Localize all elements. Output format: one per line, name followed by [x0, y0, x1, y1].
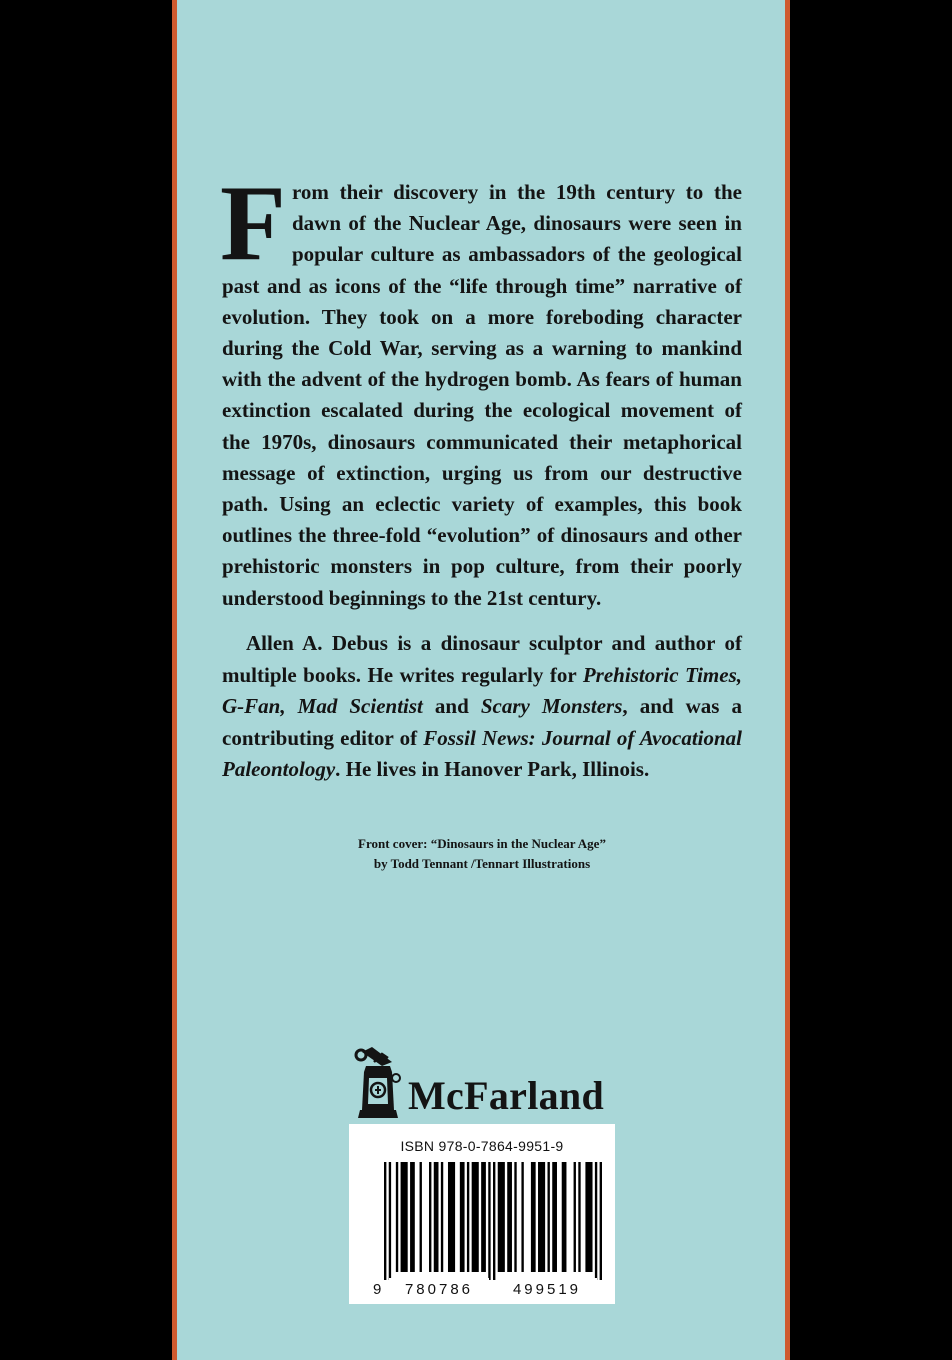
credit-line-2: by Todd Tennant /Tennart Illustrations [373, 856, 591, 871]
barcode-digits-left: 780786 [404, 1281, 474, 1298]
isbn-label: ISBN 978-0-7864-9951-9 [400, 1138, 564, 1154]
bio-italic-3: Fossil News: Journal of Avocational Paleontology [222, 725, 743, 782]
credit-line-1: Front cover: “Dinosaurs in the Nuclear Age” [358, 836, 606, 851]
spine-stripe-right [785, 0, 790, 1360]
publisher-name: McFarland [408, 1073, 605, 1118]
author-bio [222, 628, 742, 786]
cover-art-credit [222, 834, 742, 874]
bio-italic-2: Scary Monsters [480, 694, 623, 719]
barcode-digits [349, 1124, 615, 1304]
lantern-icon [352, 1044, 408, 1120]
isbn-barcode-block [349, 1124, 615, 1304]
description-text: rom their discovery in the 19th century to the dawn of the Nuclear Age, dinosaurs were seen in popular culture as ambassadors of the geological past and as icons of the “life through time” narrative of evolution. They took on a more foreboding character during the Cold War, serving as a warning to mankind with the advent of the hydrogen bomb. As fears of human extinction escalated during the ecological movement of the 1970s, dinosaurs communicated their metaphorical message of extinction, urging us from our destructive path. Using an eclectic variety of examples, this book outlines the three-fold “evolution” of dinosaurs and other prehistoric monsters in pop culture, from their poorly understood beginnings to the 21st century. [222, 180, 742, 610]
bio-italic-1: Prehistoric Times, G-Fan, Mad Scientist [222, 662, 742, 719]
bio-text-1: Allen A. Debus is a dinosaur sculptor and author of multiple books. He writes regularly for [222, 631, 742, 687]
bio-text-2: and [422, 694, 481, 719]
barcode-digits-right: 499519 [512, 1281, 582, 1298]
bio-text-4: . He lives in Hanover Park, Illinois. [335, 757, 650, 782]
drop-cap: F [220, 164, 286, 283]
publisher-logo [352, 1044, 622, 1120]
barcode-lead-digit: 9 [373, 1281, 382, 1298]
bio-text-3: , and was a contributing editor of [222, 694, 742, 750]
book-description [220, 164, 742, 614]
